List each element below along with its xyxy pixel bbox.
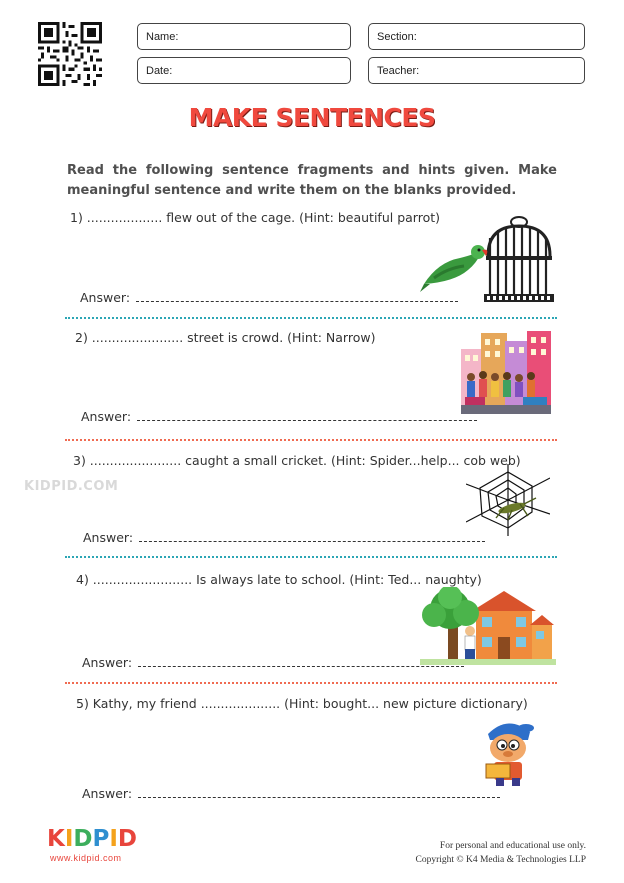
answer-2-blank[interactable] (137, 411, 477, 421)
answer-5-blank[interactable] (138, 788, 500, 798)
cobweb-cricket-illustration (466, 464, 550, 536)
question-5-text: 5) Kathy, my friend .................... (Hint: bought... new picture dictionary) (76, 696, 528, 711)
question-2-text: 2) ....................... street is crowd. (Hint: Narrow) (75, 330, 376, 345)
crowded-street-illustration (461, 329, 551, 414)
answer-3-blank[interactable] (139, 532, 485, 542)
answer-label: Answer: (82, 655, 133, 670)
instructions-text: Read the following sentence fragments and hints given. Make meaningful sentence and write them on the blanks provided. (67, 163, 557, 198)
teacher-field[interactable] (368, 57, 585, 84)
answer-4-blank[interactable] (138, 657, 464, 667)
answer-label: Answer: (81, 409, 132, 424)
answer-label: Answer: (83, 530, 134, 545)
website-url[interactable]: www.kidpid.com (50, 853, 122, 863)
section-divider (65, 439, 557, 441)
answer-5-row (82, 786, 500, 801)
footer-usage-note: For personal and educational use only. (439, 841, 586, 851)
watermark-text: KIDPID.COM (24, 479, 119, 494)
parrot-cage-illustration (420, 212, 555, 304)
answer-4-row (82, 655, 464, 670)
name-label: Name: (146, 31, 179, 43)
question-1-text: 1) ................... flew out of the cage. (Hint: beautiful parrot) (70, 210, 441, 225)
section-divider (65, 682, 557, 684)
copyright-footer (416, 839, 587, 867)
question-4-text: 4) ......................... Is always late to school. (Hint: Ted... naughty) (76, 572, 482, 587)
answer-label: Answer: (80, 290, 131, 305)
footer-copyright: Copyright © K4 Media & Technologies LLP (415, 855, 586, 865)
answer-3-row (83, 530, 485, 545)
qr-code-image (38, 22, 102, 86)
answer-label: Answer: (82, 786, 133, 801)
section-label: Section: (377, 31, 417, 43)
page-title: MAKE SENTENCES (188, 103, 436, 132)
kidpid-logo: KIDPID (47, 826, 137, 852)
name-field[interactable] (137, 23, 351, 50)
answer-2-row (81, 409, 477, 424)
school-tree-boy-illustration (420, 587, 556, 665)
date-field[interactable] (137, 57, 351, 84)
section-divider (65, 317, 557, 319)
section-divider (65, 556, 557, 558)
teacher-label: Teacher: (377, 65, 420, 77)
date-label: Date: (146, 65, 173, 77)
boy-with-book-illustration (478, 718, 540, 786)
section-field[interactable] (368, 23, 585, 50)
answer-1-blank[interactable] (136, 292, 458, 302)
answer-1-row (80, 290, 458, 305)
question-3-text: 3) ....................... caught a small cricket. (Hint: Spider...help... cob web) (73, 453, 521, 468)
